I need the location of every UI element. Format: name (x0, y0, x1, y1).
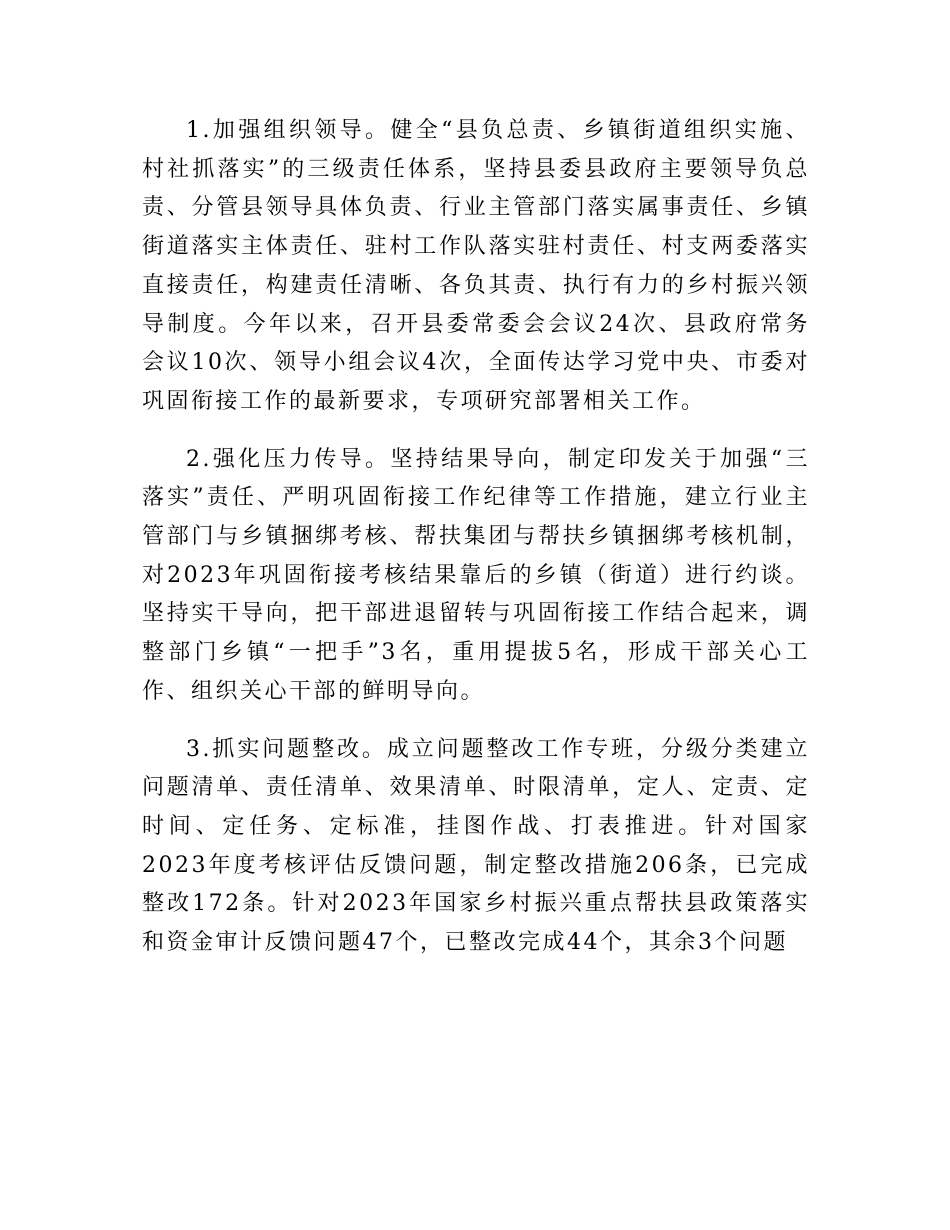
paragraph-organization-leadership: 1.加强组织领导。健全“县负总责、乡镇街道组织实施、村社抓落实”的三级责任体系，坚持县委县政府主要领导负总责、分管县领导具体负责、行业主管部门落实属事责任、乡镇街道落实主体责任、驻村工作队落实驻村责任、村支两委落实直接责任，构建责任清晰、各负其责、执行有力的乡村振兴领导制度。今年以来，召开县委常委会会议24次、县政府常务会议10次、领导小组会议4次，全面传达学习党中央、市委对巩固衔接工作的最新要求，专项研究部署相关工作。 (142, 118, 810, 414)
paragraph-problem-rectification: 3.抓实问题整改。成立问题整改工作专班，分级分类建立问题清单、责任清单、效果清单、时限清单，定人、定责、定时间、定任务、定标准，挂图作战、打表推进。针对国家2023年度考核评估反馈问题，制定整改措施206条，已完成整改172条。针对2023年国家乡村振兴重点帮扶县政策落实和资金审计反馈问题47个，已整改完成44个，其余3个问题 (142, 736, 810, 956)
paragraph-pressure-transmission: 2.强化压力传导。坚持结果导向，制定印发关于加强“三落实”责任、严明巩固衔接工作纪律等工作措施，建立行业主管部门与乡镇捆绑考核、帮扶集团与帮扶乡镇捆绑考核机制，对2023年巩固衔接考核结果靠后的乡镇（街道）进行约谈。坚持实干导向，把干部进退留转与巩固衔接工作结合起来，调整部门乡镇“一把手”3名，重用提拔5名，形成干部关心工作、组织关心干部的鲜明导向。 (142, 446, 810, 704)
document-page (142, 112, 810, 963)
